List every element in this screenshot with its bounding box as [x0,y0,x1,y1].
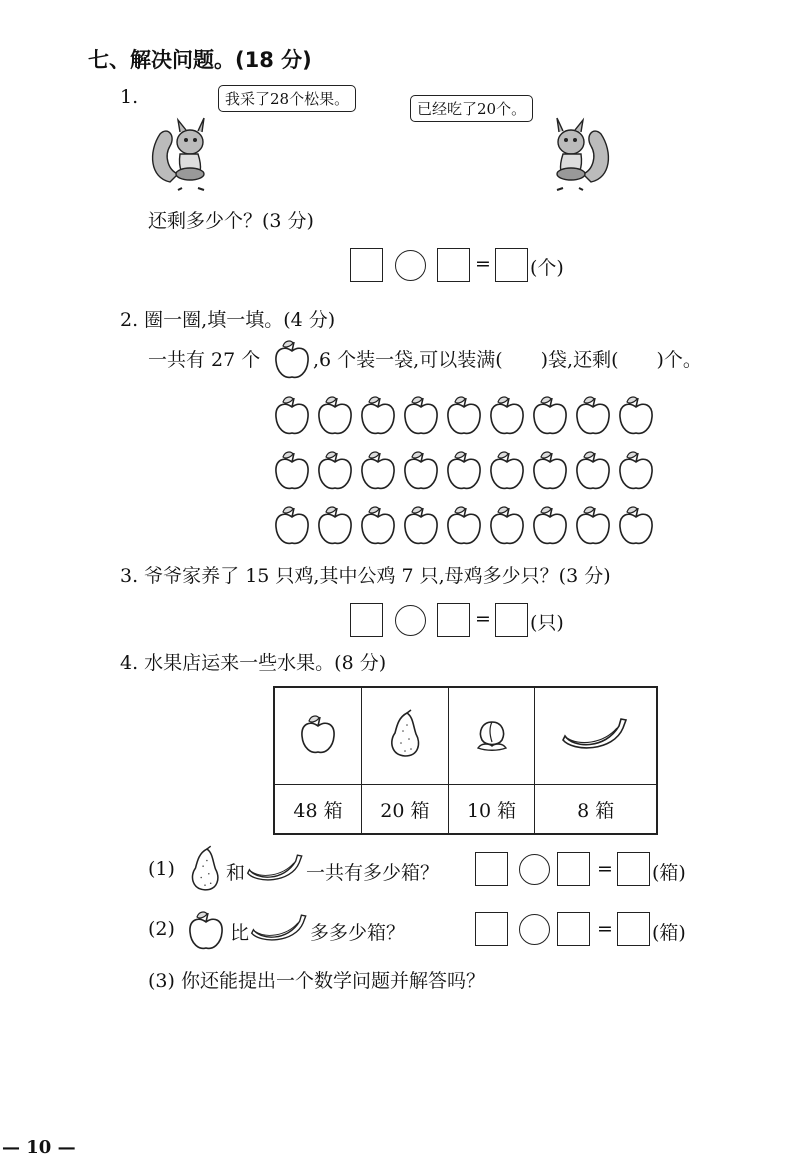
pear-icon [385,709,425,759]
q2-heading: 2. 圈一圈,填一填。(4 分) [120,309,336,331]
equals-sign: = [475,253,491,275]
apple-icon[interactable] [315,393,355,437]
operator-circle[interactable] [395,250,426,281]
apple-icon [272,337,312,381]
answer-box[interactable] [617,912,650,946]
peach-icon [472,714,512,754]
apple-icon[interactable] [530,503,570,547]
unit-label: (个) [530,257,564,279]
apple-icon[interactable] [616,393,656,437]
q4-heading: 4. 水果店运来一些水果。(8 分) [120,652,387,674]
q3-heading: 3. 爷爷家养了 15 只鸡,其中公鸡 7 只,母鸡多少只？(3 分) [120,565,611,587]
sub3-question: (3) 你还能提出一个数学问题并解答吗？ [148,970,485,992]
apple-icon[interactable] [530,448,570,492]
pear-icon [186,845,224,893]
table-value-peach: 10 箱 [448,785,535,835]
apple-icon[interactable] [444,503,484,547]
answer-box[interactable] [437,248,470,282]
answer-box[interactable] [350,603,383,637]
sub2-mid: 比 [230,922,250,944]
table-cell [274,687,362,785]
answer-box[interactable] [495,248,528,282]
apple-icon[interactable] [530,393,570,437]
answer-box[interactable] [475,912,508,946]
table-value-pear: 20 箱 [362,785,449,835]
table-cell [448,687,535,785]
answer-box[interactable] [350,248,383,282]
operator-circle[interactable] [395,605,426,636]
apple-icon[interactable] [487,393,527,437]
apple-icon[interactable] [358,503,398,547]
section-title: 七、解决问题。(18 分) [88,48,312,72]
equals-sign: = [475,608,491,630]
apple-icon[interactable] [272,448,312,492]
apple-icon[interactable] [401,448,441,492]
table-cell [362,687,449,785]
q1-question: 还剩多少个？(3 分) [148,210,314,232]
q2-text-before: 一共有 27 个 [148,349,261,371]
apple-icon[interactable] [616,503,656,547]
apple-icon[interactable] [487,503,527,547]
equals-sign: = [597,858,613,880]
banana-icon [250,910,310,946]
equals-sign: = [597,918,613,940]
apple-icon[interactable] [315,503,355,547]
apple-icon[interactable] [272,393,312,437]
apple-icon[interactable] [616,448,656,492]
operator-circle[interactable] [519,854,550,885]
apple-icon[interactable] [401,393,441,437]
sub1-mid: 和 [226,862,246,884]
unit-label: (箱) [652,922,686,944]
sub2-question: 多多少箱？ [310,922,406,944]
apple-icon[interactable] [315,448,355,492]
fruit-table [273,686,658,835]
q1-number: 1. [120,86,139,108]
apple-icon[interactable] [573,393,613,437]
answer-box[interactable] [557,852,590,886]
q2-text-after: ,6 个装一袋,可以装满( )袋,还剩( )个。 [313,349,702,371]
apple-icon[interactable] [358,393,398,437]
apple-icon[interactable] [573,503,613,547]
table-value-banana: 8 箱 [535,785,657,835]
sub1-label: (1) [148,858,175,880]
answer-box[interactable] [617,852,650,886]
apple-icon[interactable] [487,448,527,492]
squirrel-right-icon [543,112,613,192]
table-cell [535,687,657,785]
sub1-question: 一共有多少箱？ [306,862,440,884]
unit-label: (箱) [652,862,686,884]
answer-box[interactable] [495,603,528,637]
apple-icon [298,712,338,756]
apple-icon[interactable] [444,448,484,492]
apple-icon[interactable] [573,448,613,492]
speech-bubble-right: 已经吃了20个。 [410,95,533,122]
banana-icon [246,850,306,886]
apple-icon [186,908,226,952]
apple-icon[interactable] [358,448,398,492]
apple-icon[interactable] [401,503,441,547]
table-value-apple: 48 箱 [274,785,362,835]
answer-box[interactable] [475,852,508,886]
answer-box[interactable] [557,912,590,946]
answer-box[interactable] [437,603,470,637]
unit-label: (只) [530,612,564,634]
apple-icon[interactable] [272,503,312,547]
squirrel-left-icon [148,112,218,192]
banana-icon [561,716,631,752]
sub2-label: (2) [148,918,175,940]
operator-circle[interactable] [519,914,550,945]
page-number: — 10 — [2,1137,76,1158]
apple-icon[interactable] [444,393,484,437]
speech-bubble-left: 我采了28个松果。 [218,85,356,112]
